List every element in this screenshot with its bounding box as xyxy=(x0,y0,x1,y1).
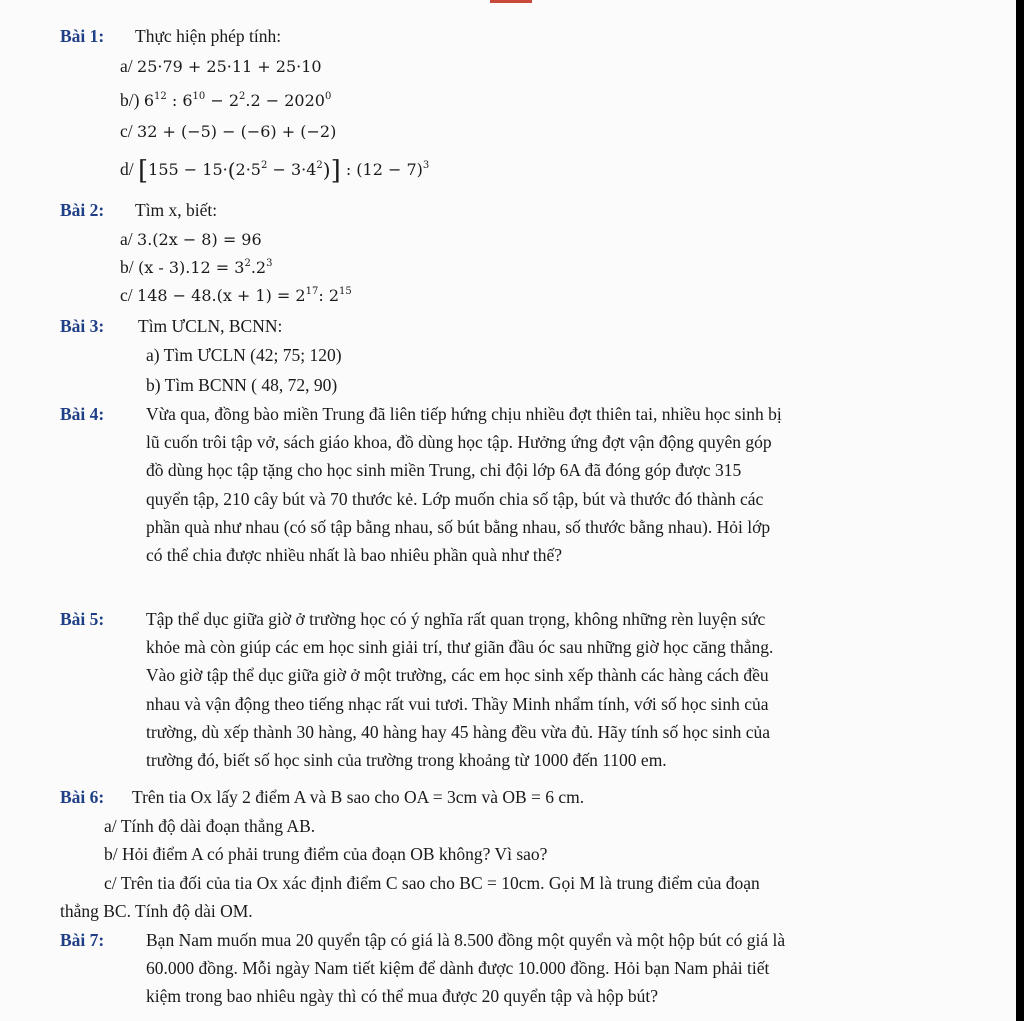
exercise-4-heading xyxy=(60,404,104,425)
exercise-1a: a/ 25·79 + 25·11 + 25·10 xyxy=(120,56,322,76)
exercise-7-text: Bạn Nam muốn mua 20 quyển tập có giá là 8.500 đồng một quyển và một hộp bút có giá là 60.000 đồng. Mỗi ngày Nam tiết kiệm để dành được 10.000 đồng. Hỏi bạn Nam phải tiết kiệm trong bao nhiêu ngày thì có thể mua được 20 quyển tập và hộp bút? xyxy=(146,930,786,1007)
exercise-5-heading xyxy=(60,609,104,630)
expression: $6^{12}$ : $6^{10} - 2^2.2 - 2020^0$ xyxy=(143,91,332,110)
expression: $[155 - 15\cdot(2\cdot 5^2 - 3\cdot 4^2)]$ : $(12 - 7)^3$ xyxy=(138,156,430,186)
exercise-4-text: Vừa qua, đồng bào miền Trung đã liên tiếp hứng chịu nhiều đợt thiên tai, nhiều học sinh bị lũ cuốn trôi tập vở, sách giáo khoa, đồ dùng học tập. Hưởng ứng đợt vận động quyên góp đồ dùng học tập tặng cho học sinh miền Trung, chi đội lớp 6A đã đóng góp được 315 quyển tập, 210 cây bút và 70 thước kẻ. Lớp muốn chia số tập, bút và thước đó thành các phần quà như nhau (có số tập bằng nhau, số bút bằng nhau, số thước bằng nhau). Hỏi lớp có thể chia được nhiều nhất là bao nhiêu phần quà như thế? xyxy=(146,404,782,565)
exercise-6c-continued: thẳng BC. Tính độ dài OM. xyxy=(60,901,253,921)
exercise-1c: c/ 32 + (−5) − (−6) + (−2) xyxy=(120,121,337,141)
expression: 25·79 + 25·11 + 25·10 xyxy=(137,57,322,76)
expression: 32 + (−5) − (−6) + (−2) xyxy=(137,122,337,141)
exercise-6c: c/ Trên tia đối của tia Ox xác định điểm C sao cho BC = 10cm. Gọi M là trung điểm của đoạn xyxy=(104,873,760,893)
expression: $(x - 3).12 = 3^2.2^3$ xyxy=(138,258,273,277)
exercise-5-text: Tập thể dục giữa giờ ở trường học có ý nghĩa rất quan trọng, không những rèn luyện sức khỏe mà còn giúp các em học sinh giải trí, thư giãn đầu óc sau những giờ học căng thẳng. Vào giờ tập thể dục giữa giờ ở một trường, các em học sinh xếp thành các hàng cách đều nhau và vận động theo tiếng nhạc rất vui tươi. Thầy Minh nhẩm tính, với số học sinh của trường, dù xếp thành 30 hàng, 40 hàng hay 45 hàng đều vừa đủ. Hãy tính số học sinh của trường đó, biết số học sinh của trường trong khoảng từ 1000 đến 1100 em. xyxy=(146,609,774,770)
top-edge-mark xyxy=(490,0,532,3)
exercise-2a: a/ 3.(2x − 8) = 96 xyxy=(120,229,262,249)
exercise-label: Bài 3: xyxy=(60,316,105,336)
exercise-label: Bài 6: xyxy=(60,787,105,807)
exercise-3b: b) Tìm BCNN ( 48, 72, 90) xyxy=(146,375,338,395)
exercise-title: Trên tia Ox lấy 2 điểm A và B sao cho OA = 3cm và OB = 6 cm. xyxy=(132,787,585,807)
exercise-label: Bài 1: xyxy=(60,26,105,46)
exercise-title: Tìm ƯCLN, BCNN: xyxy=(138,316,283,336)
exercise-title: Thực hiện phép tính: xyxy=(135,26,282,46)
exercise-label: Bài 7: xyxy=(60,930,105,950)
exercise-3a: a) Tìm ƯCLN (42; 75; 120) xyxy=(146,345,342,365)
exercise-3-heading xyxy=(60,316,282,337)
exercise-2-heading xyxy=(60,200,217,221)
exercise-6b: b/ Hỏi điểm A có phải trung điểm của đoạn OB không? Vì sao? xyxy=(104,844,548,864)
expression: 3.(2x − 8) = 96 xyxy=(137,230,262,249)
exercise-1-heading xyxy=(60,26,281,47)
exercise-2b: b/ $(x - 3).12 = 3^2.2^3$ xyxy=(120,257,273,277)
exercise-title: Tìm x, biết: xyxy=(135,200,218,220)
exercise-6-heading xyxy=(60,787,584,808)
exercise-1d: d/ $[155 - 15\cdot(2\cdot 5^2 - 3\cdot 4^2)]$ : $(12 - 7)^3$ xyxy=(120,156,430,186)
exercise-7-heading xyxy=(60,930,104,951)
exercise-label: Bài 2: xyxy=(60,200,105,220)
exercise-label: Bài 4: xyxy=(60,404,105,424)
exercise-label: Bài 5: xyxy=(60,609,105,629)
exercise-2c: c/ $148 - 48.(x + 1) = 2^{17}$: $2^{15}$ xyxy=(120,285,352,305)
exercise-6a: a/ Tính độ dài đoạn thẳng AB. xyxy=(104,816,316,836)
exercise-1b: b/) $6^{12}$ : $6^{10} - 2^2.2 - 2020^0$ xyxy=(120,90,332,110)
expression: $148 - 48.(x + 1) = 2^{17}$: $2^{15}$ xyxy=(137,286,352,305)
